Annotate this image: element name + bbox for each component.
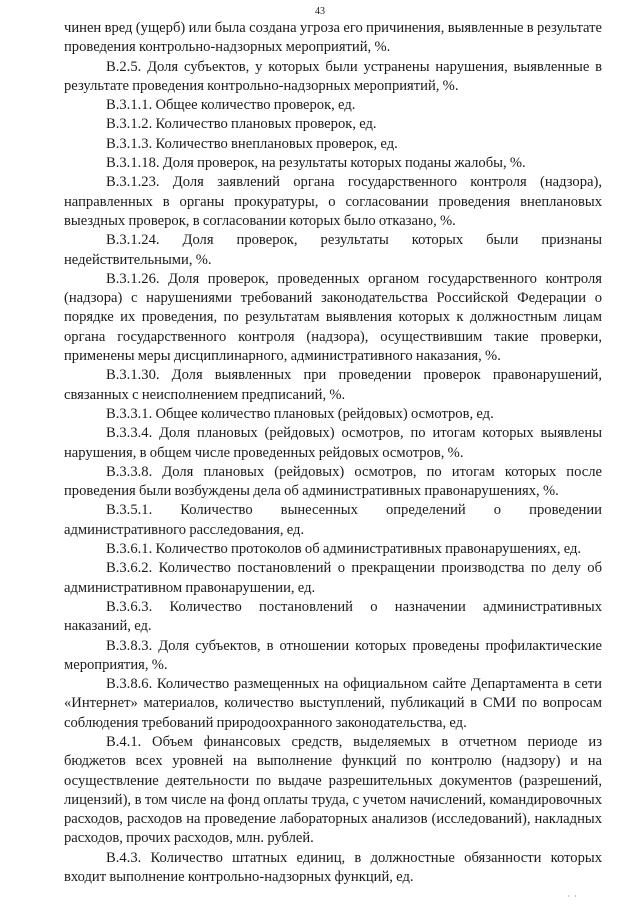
paragraph-v-4-1: В.4.1. Объем финансовых средств, выделяемых в отчетном периоде из бюджетов всех уровней на выполнение функций по контролю (надзору) и на осуществление деятельности по выдаче разрешительных документов (разрешений, лицензий), в том числе на фонд оплаты труда, с учетом начислений, командировочных расходов, расходов на проведение лабораторных анализов (исследований), накладных расходов, прочих расходов, млн. рублей.: [64, 733, 602, 847]
paragraph-v-3-1-26: В.3.1.26. Доля проверок, проведенных органом государственного контроля (надзора) с нарушениями требований законодательства Российской Федерации о порядке их проведения, по результатам выявления которых к должностным лицам органа государственного контроля (надзора), осуществившим такие проверки, применены меры дисциплинарного, административного наказания, %.: [64, 270, 602, 365]
paragraph-v-3-6-1: В.3.6.1. Количество протоколов об административных правонарушениях, ед.: [106, 541, 582, 558]
paragraph-v-3-1-18: В.3.1.18. Доля проверок, на результаты которых поданы жалобы, %.: [106, 155, 526, 172]
paragraph-v-2-5: В.2.5. Доля субъектов, у которых были устранены нарушения, выявленные в результате проведения контрольно-надзорных мероприятий, %.: [64, 58, 602, 94]
page-number: 43: [315, 6, 325, 17]
paragraph-v-3-8-3: В.3.8.3. Доля субъектов, в отношении которых проведены профилактические мероприятия, %.: [64, 637, 602, 673]
paragraph-v-4-3: В.4.3. Количество штатных единиц, в должностные обязанности которых входит выполнение контрольно-надзорных функций, ед.: [64, 849, 602, 886]
paragraph-v-3-1-23: В.3.1.23. Доля заявлений органа государственного контроля (надзора), направленных в органы прокуратуры, о согласовании проведения внеплановых выездных проверок, в согласовании которых было отказано, %.: [64, 174, 602, 229]
paragraph-v-3-1-24: В.3.1.24. Доля проверок, результаты которых были признаны недействительными, %.: [64, 232, 602, 268]
document-body: [64, 19, 602, 887]
paragraph-v-3-5-1: В.3.5.1. Количество вынесенных определений о проведении административного расследования, ед.: [64, 502, 602, 538]
corner-mark: · ·: [567, 892, 578, 901]
paragraph-v-3-1-30: В.3.1.30. Доля выявленных при проведении проверок правонарушений, связанных с неисполнением предписаний, %.: [64, 367, 602, 403]
paragraph-v-3-3-1: В.3.3.1. Общее количество плановых (рейдовых) осмотров, ед.: [106, 405, 494, 422]
paragraph-v-3-1-2: В.3.1.2. Количество плановых проверок, ед.: [106, 116, 377, 133]
paragraph-v-3-8-6: В.3.8.6. Количество размещенных на официальном сайте Департамента в сети «Интернет» материалов, количество выступлений, публикаций в СМИ по вопросам соблюдения требований природоохранного законодательства, ед.: [64, 676, 602, 731]
paragraph-v-3-3-8: В.3.3.8. Доля плановых (рейдовых) осмотров, по итогам которых после проведения были возбуждены дела об административных правонарушениях, %.: [64, 463, 602, 500]
paragraph-v-3-6-3: В.3.6.3. Количество постановлений о назначении административных наказаний, ед.: [64, 598, 602, 635]
paragraph-v-3-1-3: В.3.1.3. Количество внеплановых проверок, ед.: [106, 135, 398, 152]
paragraph-v-3-1-1: В.3.1.1. Общее количество проверок, ед.: [106, 97, 356, 114]
paragraph-v-3-6-2: В.3.6.2. Количество постановлений о прекращении производства по делу об административном правонарушении, ед.: [64, 560, 602, 596]
paragraph-continuation: чинен вред (ущерб) или была создана угроза его причинения, выявленные в результате проведения контрольно-надзорных мероприятий, %.: [64, 20, 602, 56]
paragraph-v-3-3-4: В.3.3.4. Доля плановых (рейдовых) осмотров, по итогам которых выявлены нарушения, в общем числе проведенных рейдовых осмотров, %.: [64, 425, 602, 461]
